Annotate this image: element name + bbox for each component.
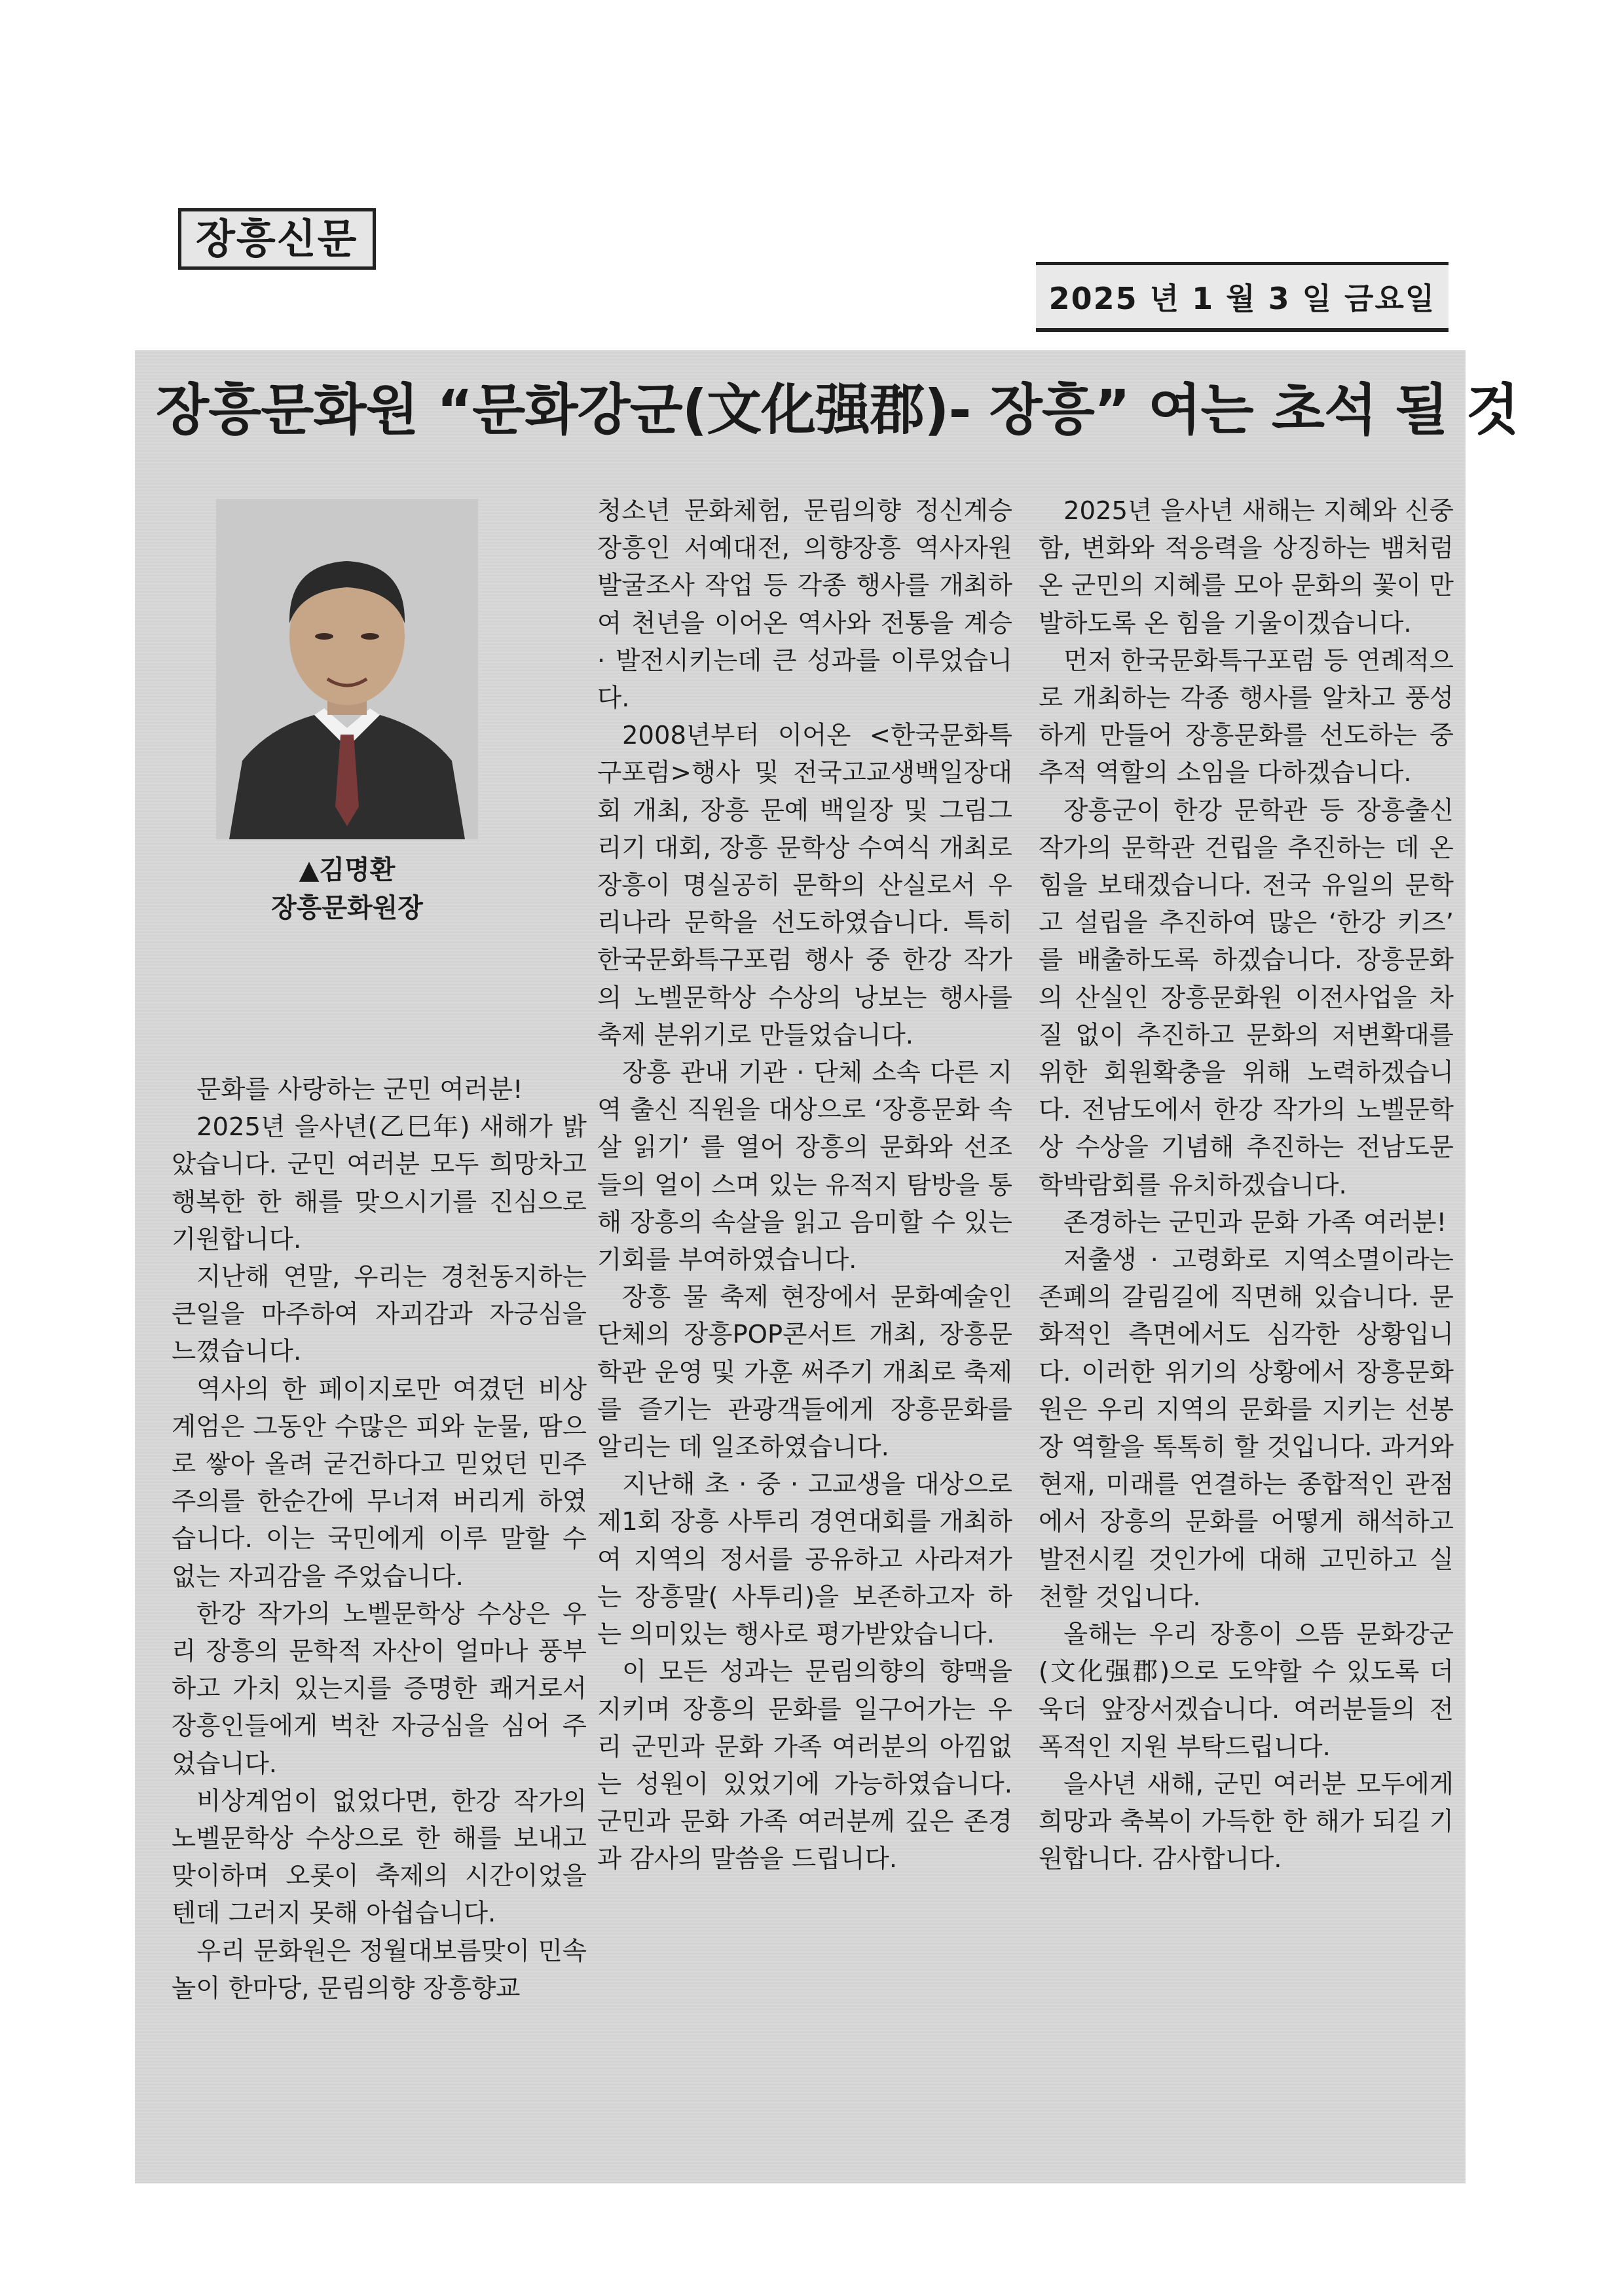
paragraph: 지난해 연말, 우리는 경천동지하는 큰일을 마주하여 자괴감과 자긍심을 느꼈습니다. — [172, 1262, 587, 1367]
caption-title: 장흥문화원장 — [271, 893, 423, 923]
paragraph: 2025년 을사년 새해는 지혜와 신중함, 변화와 적응력을 상징하는 뱀처럼 온 군민의 지혜를 모아 문화의 꽃이 만발하도록 온 힘을 기울이겠습니다. — [1039, 496, 1454, 638]
paragraph: 장흥 물 축제 현장에서 문화예술인 단체의 장흥POP콘서트 개최, 장흥문학관 운영 및 가훈 써주기 개최로 축제를 즐기는 관광객들에게 장흥문화를 알리는 데 일조하였습니다. — [597, 1283, 1012, 1463]
paragraph: 우리 문화원은 정월대보름맞이 민속놀이 한마당, 문림의향 장흥향교 — [172, 1936, 587, 2003]
article-column-1 — [172, 1071, 587, 2007]
paragraph: 이 모든 성과는 문림의향의 향맥을 지키며 장흥의 문화를 일구어가는 우리 군민과 문화 가족 여러분의 아낌없는 성원이 있었기에 가능하였습니다. 군민과 문화 가족 여러분께 깊은 존경과 감사의 말씀을 드립니다. — [597, 1657, 1012, 1874]
portrait-photo-icon — [216, 499, 478, 839]
paragraph: 청소년 문화체험, 문림의향 정신계승 장흥인 서예대전, 의향장흥 역사자원발굴조사 작업 등 각종 행사를 개최하여 천년을 이어온 역사와 전통을 계승 · 발전시키는데 큰 성과를 이루었습니다. — [597, 496, 1012, 714]
article-headline: 장흥문화원 “문화강군(文化强郡)- 장흥” 여는 초석 될 것 — [156, 378, 1519, 442]
paragraph: 먼저 한국문화특구포럼 등 연례적으로 개최하는 각종 행사를 알차고 풍성하게 만들어 장흥문화를 선도하는 중추적 역할의 소임을 다하겠습니다. — [1039, 646, 1454, 788]
paragraph: 을사년 새해, 군민 여러분 모두에게 희망과 축복이 가득한 한 해가 되길 기원합니다. 감사합니다. — [1039, 1769, 1454, 1874]
paragraph: 장흥 관내 기관 · 단체 소속 다른 지역 출신 직원을 대상으로 ‘장흥문화 속살 읽기’ 를 열어 장흥의 문화와 선조들의 얼이 스며 있는 유적지 탐방을 통해 장흥의 속살을 읽고 음미할 수 있는 기회를 부여하였습니다. — [597, 1058, 1012, 1275]
paragraph: 한강 작가의 노벨문학상 수상은 우리 장흥의 문학적 자산이 얼마나 풍부하고 가치 있는지를 증명한 쾌거로서 장흥인들에게 벅찬 자긍심을 심어 주었습니다. — [172, 1599, 587, 1779]
paragraph: 장흥군이 한강 문학관 등 장흥출신 작가의 문학관 건립을 추진하는 데 온 힘을 보태겠습니다. 전국 유일의 문학고 설립을 추진하여 많은 ‘한강 키즈’ 를 배출하도록 하겠습니다. 장흥문화의 산실인 장흥문화원 이전사업을 차질 없이 추진하고 문화의 저변확대를 위한 회원확충을 위해 노력하겠습니다. 전남도에서 한강 작가의 노벨문학상 수상을 기념해 추진하는 전남도문학박람회를 유치하겠습니다. — [1039, 795, 1454, 1200]
paragraph: 2025년 을사년(乙巳年) 새해가 밝았습니다. 군민 여러분 모두 희망차고 행복한 한 해를 맞으시기를 진심으로 기원합니다. — [172, 1112, 587, 1254]
paragraph: 2008년부터 이어온 <한국문화특구포럼>행사 및 전국고교생백일장대회 개최, 장흥 문예 백일장 및 그림그리기 대회, 장흥 문학상 수여식 개최로 장흥이 명실공히 문학의 산실로서 우리나라 문학을 선도하였습니다. 특히 한국문화특구포럼 행사 중 한강 작가의 노벨문학상 수상의 낭보는 행사를 축제 분위기로 만들었습니다. — [597, 721, 1012, 1050]
paragraph: 존경하는 군민과 문화 가족 여러분! — [1063, 1207, 1447, 1237]
newspaper-masthead: 장흥신문 — [178, 208, 376, 270]
paragraph: 비상계엄이 없었다면, 한강 작가의 노벨문학상 수상으로 한 해를 보내고 맞이하며 오롯이 축제의 시간이었을 텐데 그러지 못해 아쉽습니다. — [172, 1786, 587, 1929]
caption-name: ▲김명환 — [299, 855, 396, 885]
article-column-3 — [1039, 492, 1454, 1878]
paragraph: 올해는 우리 장흥이 으뜸 문화강군(文化强郡)으로 도약할 수 있도록 더욱더 앞장서겠습니다. 여러분들의 전폭적인 지원 부탁드립니다. — [1039, 1620, 1454, 1762]
paragraph: 저출생 · 고령화로 지역소멸이라는 존폐의 갈림길에 직면해 있습니다. 문화적인 측면에서도 심각한 상황입니다. 이러한 위기의 상황에서 장흥문화원은 우리 지역의 문화를 지키는 선봉장 역할을 톡톡히 할 것입니다. 과거와 현재, 미래를 연결하는 종합적인 관점에서 장흥의 문화를 어떻게 해석하고 발전시킬 것인가에 대해 고민하고 실천할 것입니다. — [1039, 1245, 1454, 1612]
portrait-photo — [216, 499, 478, 839]
paragraph: 역사의 한 페이지로만 여겼던 비상계엄은 그동안 수많은 피와 눈물, 땀으로 쌓아 올려 굳건하다고 믿었던 민주주의를 한순간에 무너져 버리게 하였습니다. 이는 국민에게 이루 말할 수 없는 자괴감을 주었습니다. — [172, 1374, 587, 1592]
paragraph: 지난해 초 · 중 · 고교생을 대상으로 제1회 장흥 사투리 경연대회를 개최하여 지역의 정서를 공유하고 사라져가는 장흥말( 사투리)을 보존하고자 하는 의미있는 행사로 평가받았습니다. — [597, 1470, 1012, 1650]
publication-date: 2025 년 1 월 3 일 금요일 — [1036, 262, 1449, 332]
article-column-2 — [597, 492, 1012, 1878]
photo-caption — [216, 851, 478, 927]
paragraph: 문화를 사랑하는 군민 여러분! — [196, 1075, 523, 1104]
